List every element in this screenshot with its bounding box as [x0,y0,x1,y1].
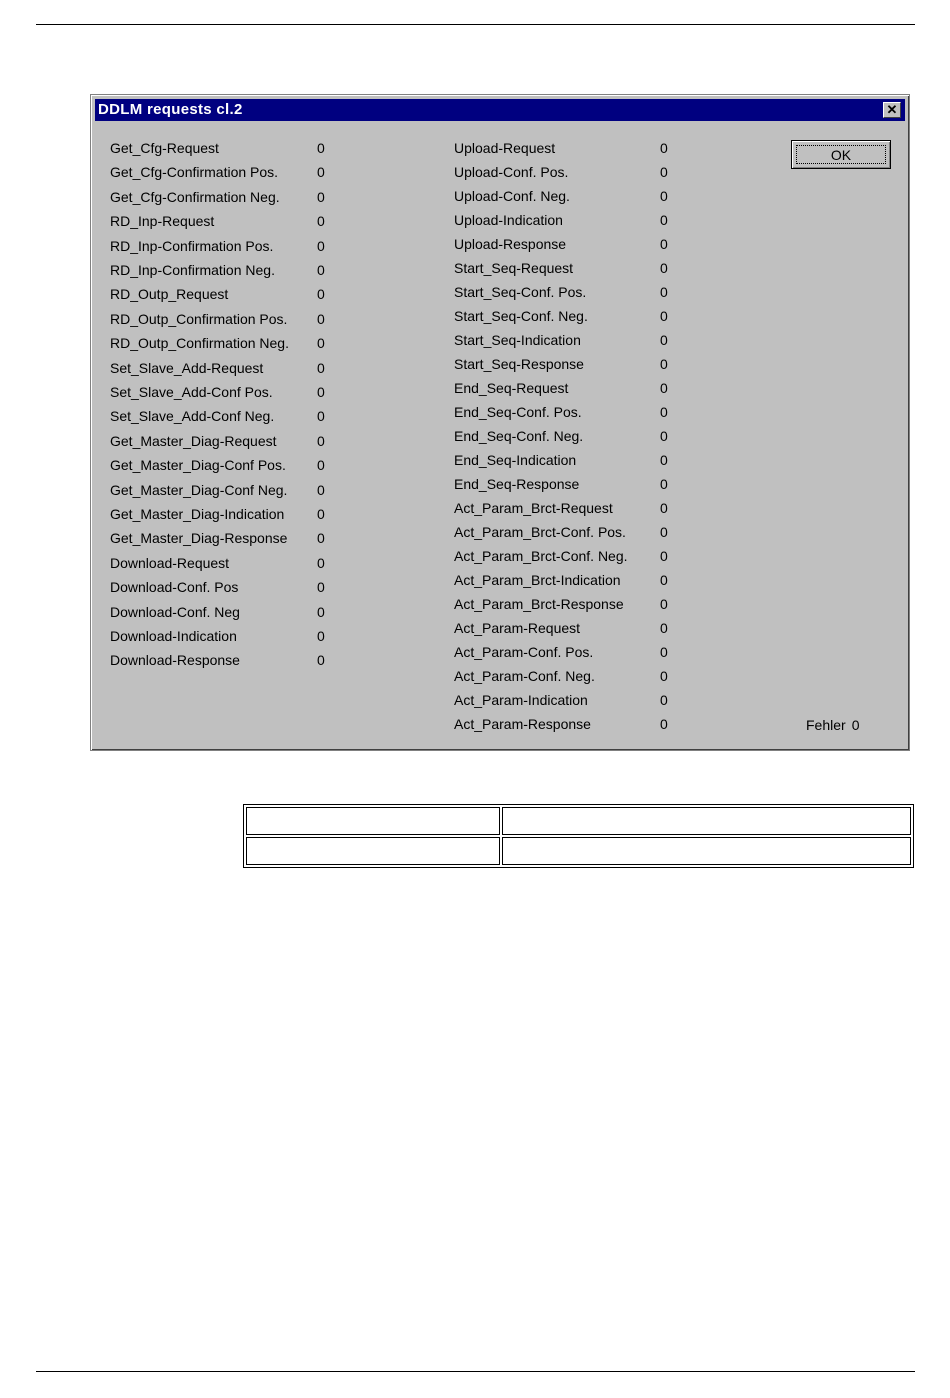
counter-label: Download-Conf. Neg [110,603,240,620]
counter-label: Start_Seq-Request [454,260,574,276]
counter-value: 0 [660,452,668,468]
counter-label: Get_Master_Diag-Response [110,530,288,547]
counter-label: RD_Outp_Confirmation Pos. [110,310,288,327]
table-cell [502,807,911,835]
counter-label: Get_Master_Diag-Conf Pos. [110,457,286,474]
table-cell [246,807,500,835]
counter-value: 0 [317,262,325,278]
counter-value: 0 [660,260,668,276]
counter-label: Upload-Conf. Neg. [454,188,570,204]
counter-value: 0 [317,335,325,352]
counter-value: 0 [317,164,325,181]
counter-label: RD_Outp_Request [110,286,229,303]
error-count-value: 0 [851,717,860,733]
counter-value: 0 [660,404,668,420]
counter-label: Act_Param_Brct-Conf. Neg. [454,548,628,564]
counter-value: 0 [317,188,325,205]
counter-value: 0 [660,308,668,324]
counter-value: 0 [317,237,325,254]
counter-label: RD_Inp-Confirmation Neg. [110,262,275,278]
counter-label: Get_Cfg-Confirmation Pos. [110,164,279,181]
counter-value: 0 [317,359,325,376]
counter-label: End_Seq-Conf. Neg. [454,428,584,444]
counter-value: 0 [660,164,668,180]
counter-value: 0 [317,457,325,474]
table-cell [502,837,911,865]
counter-value: 0 [660,380,668,396]
error-count-label: Fehler [806,717,846,733]
counter-value: 0 [317,652,325,669]
ok-button-label: OK [796,145,886,164]
counter-value: 0 [660,500,668,516]
counter-label: Upload-Request [454,140,556,156]
counter-value: 0 [660,668,668,684]
counter-label: Act_Param-Conf. Pos. [454,644,594,660]
counter-value: 0 [317,554,325,571]
close-button[interactable] [883,102,901,118]
table-cell [246,837,500,865]
counter-label: Download-Request [110,554,230,571]
counter-label: Start_Seq-Conf. Pos. [454,284,587,300]
counter-label: Act_Param-Conf. Neg. [454,668,595,684]
counter-label: End_Seq-Conf. Pos. [454,404,582,420]
empty-table [243,804,914,868]
counter-value: 0 [317,384,325,400]
counter-value: 0 [317,530,325,547]
counter-value: 0 [660,548,668,564]
counter-value: 0 [660,428,668,444]
counter-label: Start_Seq-Indication [454,332,581,348]
counter-value: 0 [660,140,668,156]
counter-value: 0 [660,716,668,732]
counter-label: Act_Param_Brct-Response [454,596,624,612]
counter-value: 0 [660,572,668,588]
counter-value: 0 [317,213,325,230]
counter-value: 0 [317,506,325,522]
counter-label: RD_Inp-Confirmation Pos. [110,237,274,254]
footer-rule [36,1371,915,1372]
counter-label: Download-Indication [110,628,237,644]
counter-label: Get_Cfg-Request [110,140,219,156]
counter-label: Upload-Response [454,236,567,252]
error-count [806,717,865,733]
counter-label: Act_Param-Response [454,716,591,732]
counter-value: 0 [660,620,668,636]
counter-label: Get_Master_Diag-Indication [110,506,285,522]
header-rule [36,24,915,25]
counter-value: 0 [660,212,668,228]
counter-value: 0 [660,356,668,372]
counter-label: RD_Inp-Request [110,213,215,230]
counter-label: Act_Param-Request [454,620,581,636]
counter-label: Upload-Indication [454,212,563,228]
counter-label: Upload-Conf. Pos. [454,164,569,180]
counter-label: Set_Slave_Add-Conf Neg. [110,408,275,425]
counter-label: Download-Conf. Pos [110,579,239,596]
counter-label: Act_Param_Brct-Request [454,500,613,516]
counter-value: 0 [660,188,668,204]
counter-value: 0 [317,286,325,303]
counter-value: 0 [660,284,668,300]
counter-value: 0 [317,603,325,620]
counter-label: Get_Master_Diag-Conf Neg. [110,481,288,498]
counter-label: Set_Slave_Add-Conf Pos. [110,384,273,400]
counter-label: End_Seq-Request [454,380,569,396]
counter-value: 0 [660,524,668,540]
counter-label: Act_Param_Brct-Indication [454,572,621,588]
table-row [246,807,911,835]
table-row [246,837,911,865]
ok-button[interactable] [791,140,891,169]
counter-label: RD_Outp_Confirmation Neg. [110,335,289,352]
counter-value: 0 [317,628,325,644]
counter-value: 0 [660,236,668,252]
counter-value: 0 [317,140,325,156]
title-bar[interactable] [95,99,905,121]
counter-label: Act_Param_Brct-Conf. Pos. [454,524,626,540]
counter-label: Start_Seq-Response [454,356,584,372]
counter-label: Get_Cfg-Confirmation Neg. [110,188,280,205]
dialog-title: DDLM requests cl.2 [98,101,243,118]
counter-label: Start_Seq-Conf. Neg. [454,308,588,324]
ddlm-requests-dialog [90,94,910,751]
counter-value: 0 [660,332,668,348]
counter-value: 0 [317,579,325,596]
counter-value: 0 [317,408,325,425]
counter-value: 0 [660,596,668,612]
counter-value: 0 [660,644,668,660]
counter-label: Get_Master_Diag-Request [110,432,277,449]
counter-value: 0 [317,310,325,327]
counter-value: 0 [317,481,325,498]
counter-value: 0 [660,692,668,708]
counter-value: 0 [317,432,325,449]
counter-label: Set_Slave_Add-Request [110,359,264,376]
counter-label: Act_Param-Indication [454,692,588,708]
close-icon: ✕ [886,102,898,117]
counter-label: End_Seq-Indication [454,452,577,468]
counter-label: End_Seq-Response [454,476,580,492]
counter-value: 0 [660,476,668,492]
counter-label: Download-Response [110,652,240,669]
